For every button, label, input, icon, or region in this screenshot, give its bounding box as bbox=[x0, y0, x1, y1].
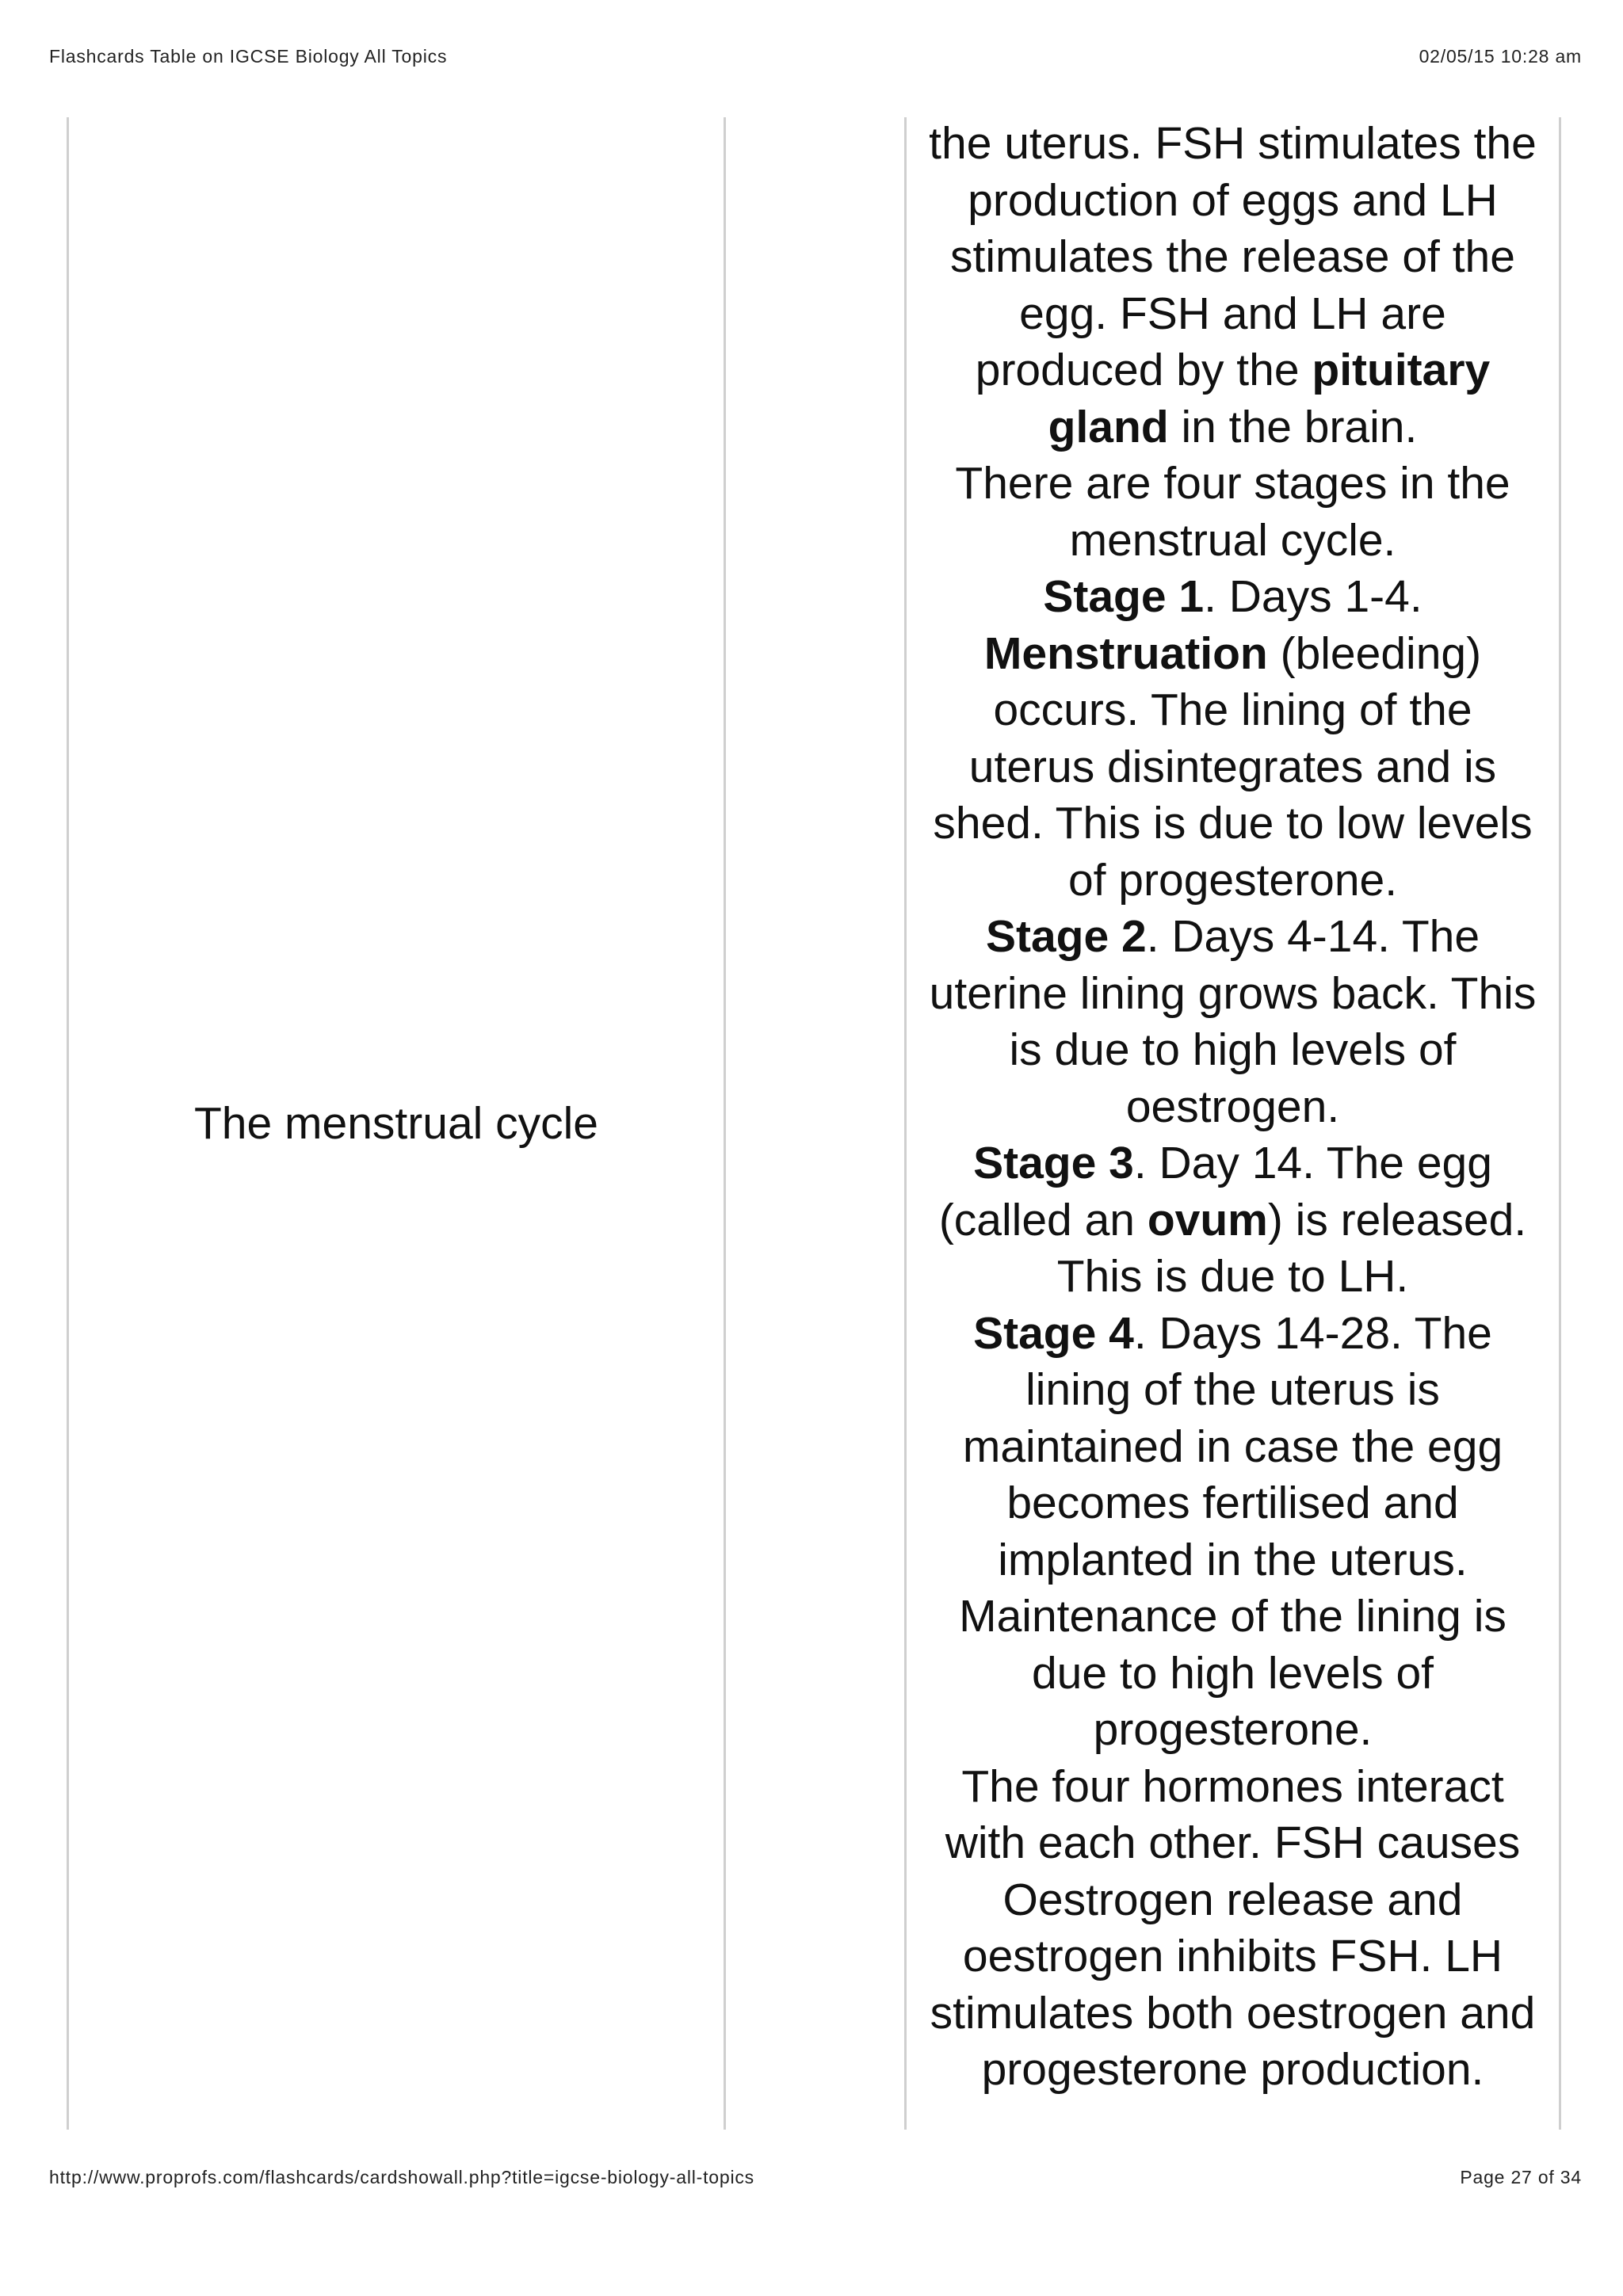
page-url: http://www.proprofs.com/flashcards/cardshowall.php?title=igcse-biology-all-topics bbox=[49, 2167, 754, 2187]
definition-line bbox=[907, 1079, 1559, 1136]
definition-line bbox=[907, 1702, 1559, 1759]
card-term: The menstrual cycle bbox=[193, 1098, 599, 1149]
definition-bold-text: Stage 4 bbox=[973, 1307, 1134, 1359]
definition-bold-text: Stage 3 bbox=[973, 1138, 1134, 1188]
definition-text: . Day 14. The egg bbox=[1133, 1138, 1492, 1188]
definition-line bbox=[907, 2042, 1559, 2099]
definition-text: Maintenance of the lining is bbox=[959, 1591, 1507, 1642]
definition-text: stimulates the release of the bbox=[950, 231, 1515, 282]
definition-line bbox=[907, 966, 1559, 1023]
definition-line bbox=[907, 1192, 1559, 1249]
definition-bold-text: Menstruation bbox=[983, 627, 1268, 679]
definition-line bbox=[907, 626, 1559, 683]
definition-line bbox=[907, 1135, 1559, 1192]
definition-line bbox=[907, 286, 1559, 343]
definition-text: shed. This is due to low levels bbox=[933, 798, 1533, 849]
definition-line bbox=[907, 1475, 1559, 1532]
definition-text: . Days 4-14. The bbox=[1146, 911, 1480, 962]
definition-line bbox=[907, 342, 1559, 399]
definition-text: uterine lining grows back. This bbox=[929, 967, 1537, 1019]
definition-line bbox=[907, 1872, 1559, 1929]
definition-line bbox=[907, 852, 1559, 910]
definition-text: ) is released. bbox=[1267, 1194, 1527, 1245]
definition-cell bbox=[907, 116, 1559, 2099]
definition-line bbox=[907, 739, 1559, 796]
definition-text: Oestrogen release and bbox=[1002, 1874, 1463, 1925]
definition-text: This is due to LH. bbox=[1056, 1251, 1409, 1302]
document-title: Flashcards Table on IGCSE Biology All Topics bbox=[49, 46, 448, 67]
term-cell bbox=[69, 117, 724, 2130]
definition-line bbox=[907, 456, 1559, 513]
definition-line bbox=[907, 229, 1559, 286]
definition-bold-text: gland bbox=[1048, 401, 1169, 452]
definition-text: the uterus. FSH stimulates the bbox=[929, 118, 1537, 169]
definition-line bbox=[907, 569, 1559, 626]
definition-text: implanted in the uterus. bbox=[998, 1534, 1468, 1585]
definition-text: lining of the uterus is bbox=[1025, 1364, 1440, 1415]
definition-text: uterus disintegrates and is bbox=[968, 741, 1497, 792]
definition-line bbox=[907, 1589, 1559, 1646]
definition-text: . Days 14-28. The bbox=[1133, 1307, 1492, 1359]
definition-text: menstrual cycle. bbox=[1069, 514, 1396, 566]
definition-bold-text: Stage 2 bbox=[985, 911, 1147, 962]
definition-line bbox=[907, 1022, 1559, 1079]
definition-text: is due to high levels of bbox=[1009, 1024, 1457, 1075]
definition-line bbox=[907, 1249, 1559, 1306]
table-border-right bbox=[1559, 117, 1561, 2130]
definition-line bbox=[907, 513, 1559, 570]
definition-text: oestrogen inhibits FSH. LH bbox=[962, 1931, 1503, 1981]
definition-line bbox=[907, 1985, 1559, 2042]
definition-text: . Days 1-4. bbox=[1204, 571, 1423, 622]
page-number: Page 27 of 34 bbox=[1460, 2167, 1582, 2187]
definition-text: becomes fertilised and bbox=[1006, 1478, 1459, 1528]
definition-line bbox=[907, 1815, 1559, 1872]
definition-line bbox=[907, 116, 1559, 173]
definition-line bbox=[907, 1928, 1559, 1985]
definition-text: The four hormones interact bbox=[961, 1760, 1504, 1812]
table-divider bbox=[724, 117, 726, 2130]
definition-text: (called an bbox=[938, 1194, 1148, 1245]
definition-text: produced by the bbox=[975, 345, 1312, 395]
definition-line bbox=[907, 1306, 1559, 1363]
definition-line bbox=[907, 1532, 1559, 1589]
definition-line bbox=[907, 173, 1559, 230]
definition-line bbox=[907, 399, 1559, 456]
definition-bold-text: Stage 1 bbox=[1043, 571, 1205, 622]
definition-line bbox=[907, 682, 1559, 739]
definition-text: maintained in case the egg bbox=[962, 1421, 1503, 1472]
print-datetime: 02/05/15 10:28 am bbox=[1419, 46, 1582, 67]
definition-text: progesterone production. bbox=[981, 2044, 1484, 2095]
definition-text: production of eggs and LH bbox=[968, 174, 1498, 226]
definition-line bbox=[907, 795, 1559, 852]
definition-bold-text: pituitary bbox=[1312, 345, 1491, 395]
definition-text: with each other. FSH causes bbox=[945, 1817, 1521, 1868]
definition-bold-text: ovum bbox=[1147, 1194, 1268, 1245]
definition-text: occurs. The lining of the bbox=[993, 685, 1472, 735]
definition-line bbox=[907, 1646, 1559, 1703]
definition-line bbox=[907, 1759, 1559, 1816]
definition-text: progesterone. bbox=[1093, 1704, 1373, 1755]
definition-text: due to high levels of bbox=[1031, 1647, 1434, 1699]
definition-text: oestrogen. bbox=[1125, 1081, 1340, 1132]
print-header bbox=[49, 46, 1582, 71]
definition-text: There are four stages in the bbox=[955, 458, 1510, 509]
definition-line bbox=[907, 1362, 1559, 1419]
print-footer bbox=[49, 2167, 1582, 2192]
definition-text: (bleeding) bbox=[1267, 627, 1482, 679]
definition-line bbox=[907, 1419, 1559, 1476]
definition-line bbox=[907, 909, 1559, 966]
definition-text: of progesterone. bbox=[1067, 854, 1398, 906]
definition-text: in the brain. bbox=[1168, 401, 1418, 452]
definition-text: stimulates both oestrogen and bbox=[930, 1987, 1536, 2039]
definition-text: egg. FSH and LH are bbox=[1019, 288, 1446, 339]
